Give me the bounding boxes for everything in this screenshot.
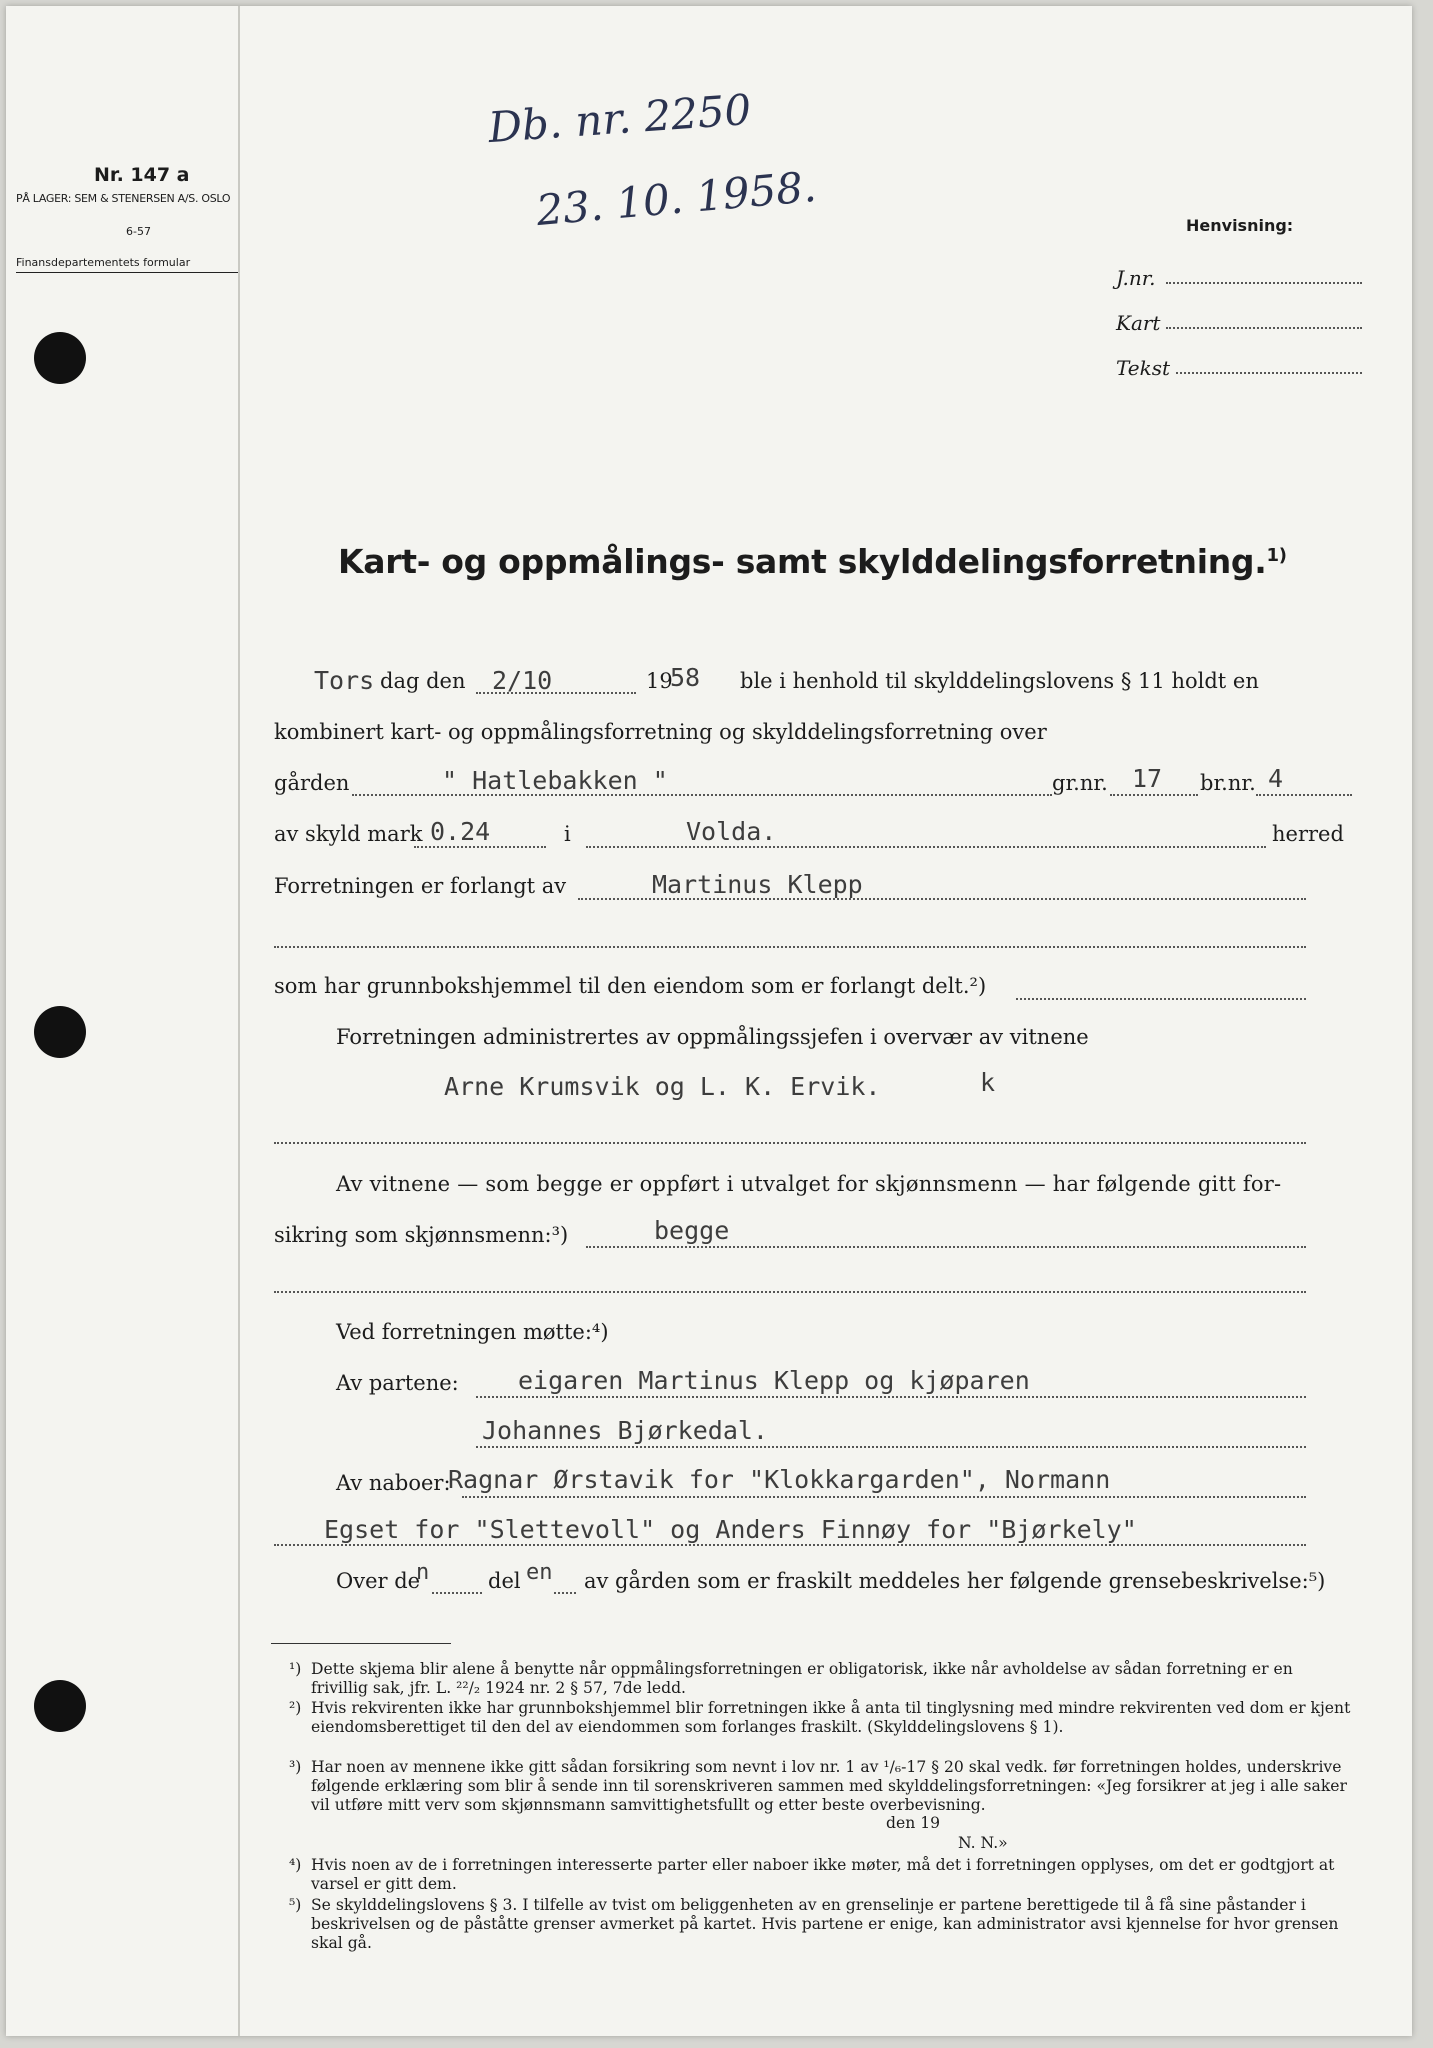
footnote-5 (289, 1896, 1351, 1953)
punch-hole (34, 1680, 86, 1732)
skyld-line (414, 846, 546, 848)
kart-line (1166, 327, 1362, 329)
year-value: 58 (670, 663, 701, 692)
garden-value: " Hatlebakken " (442, 766, 668, 795)
vitner-mark: k (980, 1068, 996, 1097)
vitner-value: Arne Krumsvik og L. K. Ervik. (444, 1072, 881, 1101)
footnote-text: Se skylddelingslovens § 3. I tilfelle av tvist om beliggenheten av en grenselinje er partene berettigede til å få sine påstander i beskrivelsen og de påståtte grenser avmerket på kartet. Hvis partene er enige, kan administrator avsi kjennelse for hvor grensen skal gå. (311, 1896, 1339, 1952)
naboer-line-2 (274, 1544, 1306, 1546)
footnote-number: ³) (289, 1758, 302, 1776)
line2-text: kombinert kart- og oppmålingsforretning og skylddelingsforretning over (274, 720, 1047, 744)
del-suffix: en (526, 1560, 553, 1585)
over-label: Over de (336, 1569, 421, 1593)
footnote-text: N. N.» (958, 1834, 1008, 1852)
herred-line (586, 846, 1266, 848)
form-title (338, 542, 1287, 581)
grnr-value: 17 (1132, 764, 1163, 793)
partene-label: Av partene: (336, 1371, 459, 1395)
ministry-label: Finansdepartementets formular (16, 256, 238, 273)
footnote-3-date (886, 1814, 1086, 1833)
footnote-text: Hvis rekvirenten ikke har grunnbokshjemmel blir forretningen ikke å anta til tinglysning med mindre rekvirenten ved dom er kjent eiendomsberettiget til den del av eiendommen som forlanges fraskilt. (Skylddelingslovens § 1). (311, 1699, 1351, 1736)
tekst-line (1176, 372, 1362, 374)
skyld-value: 0.24 (430, 817, 491, 846)
date-line (476, 692, 636, 694)
footnote-text: Dette skjema blir alene å benytte når oppmålingsforretningen er obligatorisk, ikke når avholdelse av sådan forretning er en frivillig sak, jfr. L. ²²/₂ 1924 nr. 2 § 57, 7de ledd. (311, 1660, 1293, 1697)
footnote-number: ²) (289, 1699, 302, 1717)
naboer-line (462, 1496, 1306, 1498)
line1-text: ble i henhold til skylddelingslovens § 11 holdt en (740, 669, 1259, 693)
footnote-4 (289, 1856, 1351, 1894)
registration-date: 23. 10. 1958. (534, 161, 819, 236)
motte-text: Ved forretningen møtte:⁴) (336, 1320, 609, 1344)
footnote-number: ⁵) (289, 1896, 302, 1914)
footnote-2 (289, 1699, 1351, 1737)
dag-den-label: dag den (380, 669, 466, 693)
footnote-1 (289, 1660, 1351, 1698)
footnote-text: Har noen av mennene ikke gitt sådan forsikring som nevnt i lov nr. 1 av ¹/₆-17 § 20 skal vedk. før forretningen holdes, underskrive følgende erklæring som blir å sende inn til sorenskriveren sammen med skylddelingsforretningen: «Jeg forsikrer at jeg i alle saker vil utføre mitt verv som skjønnsmann samvittighetsfullt og etter beste overbevisning. (311, 1758, 1347, 1814)
title-text: Kart- og oppmålings- samt skylddelingsforretning. (338, 542, 1267, 581)
footnote-number: ⁴) (289, 1856, 302, 1874)
grunnbok-line (1016, 998, 1306, 1000)
footnote-text: den 19 (886, 1814, 941, 1832)
skjonn-value: begge (654, 1216, 730, 1245)
print-date: 6-57 (126, 225, 151, 238)
form-number: Nr. 147 a (94, 164, 190, 186)
skyld-label: av skyld mark (274, 822, 423, 846)
over-line (432, 1592, 482, 1594)
garden-label: gården (274, 771, 350, 795)
vitnene-text-1: Av vitnene — som begge er oppført i utvalget for skjønnsmenn — har følgende gitt for- (336, 1172, 1282, 1196)
brnr-label: br.nr. (1200, 771, 1256, 795)
vitner-line (274, 1142, 1306, 1144)
forlangt-value: Martinus Klepp (652, 870, 863, 899)
i-label: i (564, 822, 571, 846)
jnr-label: J.nr. (1116, 266, 1156, 290)
registration-number: Db. nr. 2250 (486, 84, 753, 153)
tekst-label: Tekst (1116, 356, 1171, 380)
herred-value: Volda. (686, 817, 777, 846)
publisher: PÅ LAGER: SEM & STENERSEN A/S. OSLO (16, 192, 231, 205)
punch-hole (34, 332, 86, 384)
grnr-label: gr.nr. (1052, 771, 1108, 795)
over-suffix: n (416, 1560, 430, 1585)
brnr-value: 4 (1268, 764, 1284, 793)
admin-text: Forretningen administrertes av oppmålingssjefen i overvær av vitnene (336, 1025, 1089, 1049)
brnr-line (1256, 794, 1352, 796)
naboer-label: Av naboer: (336, 1471, 451, 1495)
partene-value-2: Johannes Bjørkedal. (482, 1416, 768, 1445)
footnote-number: ¹) (289, 1660, 302, 1678)
henvisning-label: Henvisning: (1186, 216, 1294, 235)
naboer-value-1: Ragnar Ørstavik for "Klokkargarden", Normann (448, 1465, 1111, 1494)
partene-line (476, 1396, 1306, 1398)
grnr-line (1110, 794, 1198, 796)
forlangt-label: Forretningen er forlangt av (274, 874, 567, 898)
skjonn-line-2 (274, 1291, 1306, 1293)
del-label: del (488, 1569, 521, 1593)
footnote-rule (271, 1643, 451, 1644)
margin-line (238, 6, 240, 2036)
kart-label: Kart (1116, 311, 1161, 335)
year-prefix: 19 (646, 669, 673, 693)
jnr-line (1166, 282, 1362, 284)
form-number-block (16, 164, 238, 273)
naboer-value-2: Egset for "Slettevoll" og Anders Finnøy for "Bjørkely" (324, 1515, 1137, 1544)
footnote-3 (289, 1758, 1351, 1815)
date-value: 2/10 (492, 666, 553, 695)
document-page (6, 6, 1412, 2036)
blank-line (274, 946, 1306, 948)
footnote-3-signature (958, 1834, 1158, 1853)
footnote-text: Hvis noen av de i forretningen interesserte parter eller naboer ikke møter, må det i forretningen opplyses, om det er godtgjort at varsel er gitt dem. (311, 1856, 1335, 1893)
punch-hole (34, 1006, 86, 1058)
del-line (554, 1592, 576, 1594)
vitnene-text-2: sikring som skjønnsmenn:³) (274, 1223, 569, 1247)
weekday-value: Tors (314, 666, 375, 695)
grunnbok-text: som har grunnbokshjemmel til den eiendom som er forlangt delt.²) (274, 974, 987, 998)
title-note: 1) (1266, 545, 1287, 566)
herred-label: herred (1272, 822, 1344, 846)
over-text: av gården som er fraskilt meddeles her følgende grensebeskrivelse:⁵) (584, 1569, 1326, 1593)
partene-line-2 (476, 1446, 1306, 1448)
partene-value-1: eigaren Martinus Klepp og kjøparen (518, 1366, 1030, 1395)
skjonn-line (586, 1246, 1306, 1248)
